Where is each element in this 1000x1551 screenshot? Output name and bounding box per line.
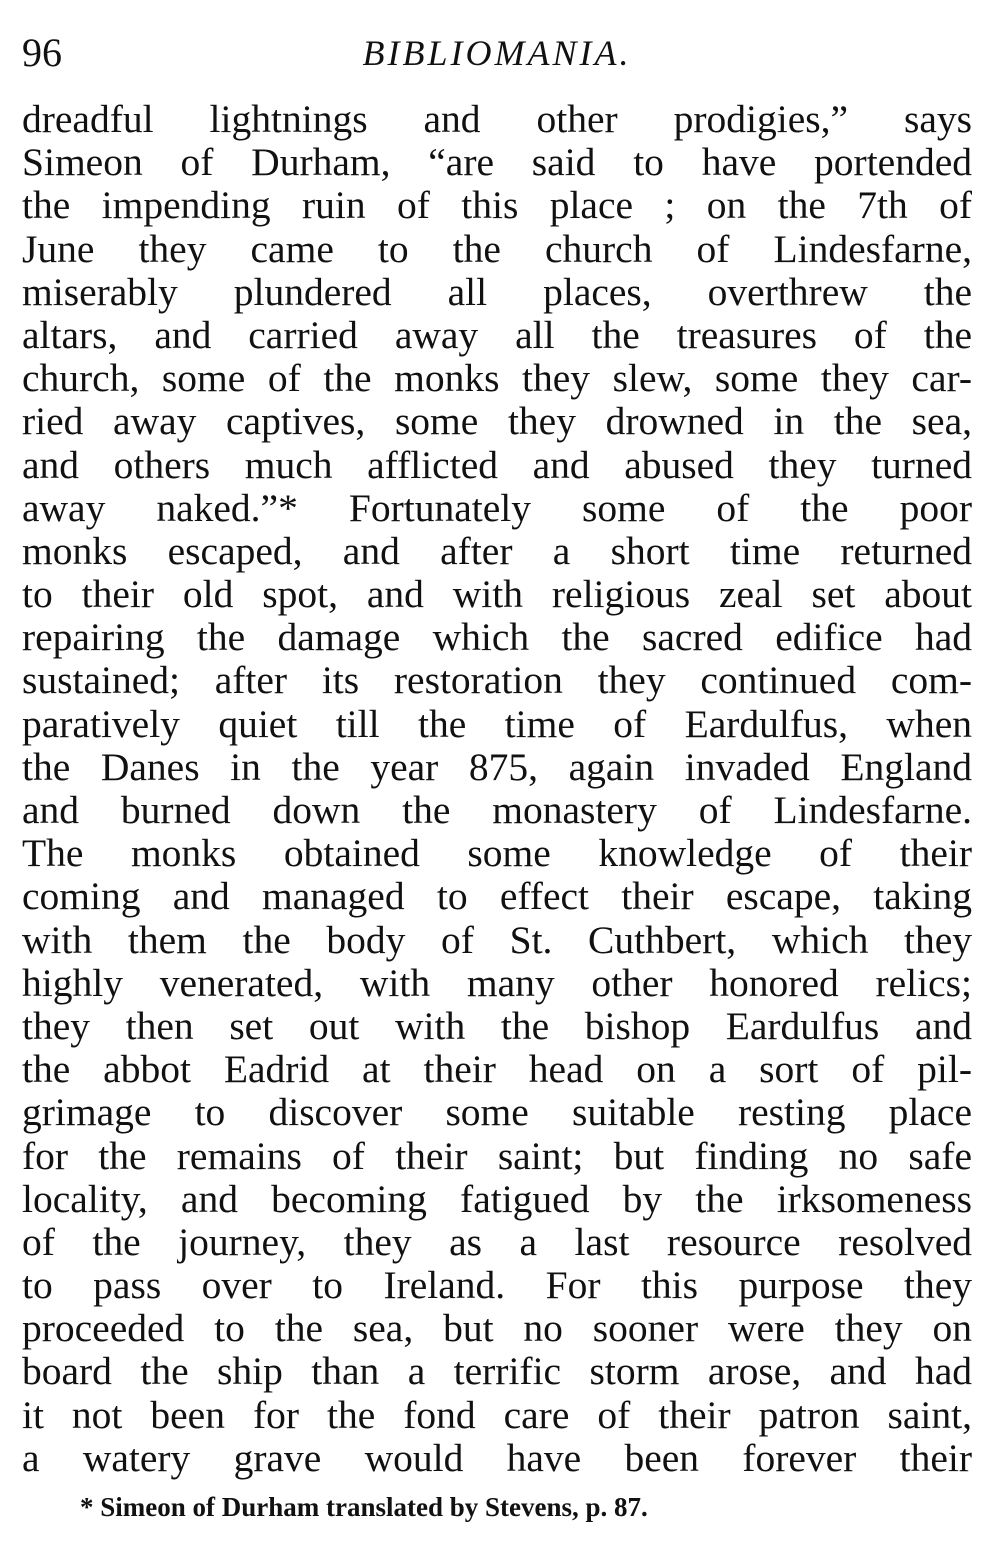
- text-line: sustained; after its restoration they continued com-: [22, 659, 972, 703]
- footnote: * Simeon of Durham translated by Stevens, p. 87.: [80, 1492, 648, 1522]
- text-line: repairing the damage which the sacred edifice had: [22, 616, 972, 660]
- text-line: June they came to the church of Lindesfarne,: [22, 227, 972, 271]
- text-line: church, some of the monks they slew, some they car-: [22, 357, 972, 401]
- text-line: the impending ruin of this place ; on the 7th of: [22, 184, 972, 228]
- text-line: the Danes in the year 875, again invaded England: [22, 745, 972, 789]
- text-line: away naked.”* Fortunately some of the poor: [22, 486, 972, 530]
- text-line: paratively quiet till the time of Eardulfus, when: [22, 702, 972, 746]
- running-title: BIBLIOMANIA.: [362, 33, 632, 73]
- text-line: altars, and carried away all the treasures of the: [22, 313, 972, 357]
- running-head: [22, 28, 972, 78]
- text-line: with them the body of St. Cuthbert, which they: [22, 918, 972, 962]
- text-line: to their old spot, and with religious zeal set about: [22, 573, 972, 617]
- body-text: [22, 98, 972, 1480]
- text-line: coming and managed to effect their escape, taking: [22, 875, 972, 919]
- text-line: of the journey, they as a last resource resolved: [22, 1220, 972, 1264]
- text-line: ried away captives, some they drowned in the sea,: [22, 400, 972, 444]
- text-line: Simeon of Durham, “are said to have portended: [22, 141, 972, 185]
- text-line: grimage to discover some suitable resting place: [22, 1091, 972, 1135]
- text-line: miserably plundered all places, overthrew the: [22, 270, 972, 314]
- text-line: The monks obtained some knowledge of their: [22, 832, 972, 876]
- text-line: board the ship than a terrific storm arose, and had: [22, 1350, 972, 1394]
- text-line: the abbot Eadrid at their head on a sort of pil-: [22, 1048, 972, 1092]
- text-line: it not been for the fond care of their patron saint,: [22, 1393, 972, 1437]
- text-line: and others much afflicted and abused they turned: [22, 443, 972, 487]
- text-line: dreadful lightnings and other prodigies,” says: [22, 98, 972, 141]
- text-line: a watery grave would have been forever their: [22, 1436, 972, 1480]
- text-line: monks escaped, and after a short time returned: [22, 529, 972, 573]
- text-line: for the remains of their saint; but finding no safe: [22, 1134, 972, 1178]
- page-number: 96: [22, 30, 62, 75]
- text-line: to pass over to Ireland. For this purpose they: [22, 1264, 972, 1308]
- text-line: proceeded to the sea, but no sooner were they on: [22, 1307, 972, 1351]
- text-line: they then set out with the bishop Eardulfus and: [22, 1004, 972, 1048]
- text-line: and burned down the monastery of Lindesfarne.: [22, 789, 972, 832]
- text-line: highly venerated, with many other honored relics;: [22, 961, 972, 1005]
- text-line: locality, and becoming fatigued by the irksomeness: [22, 1177, 972, 1221]
